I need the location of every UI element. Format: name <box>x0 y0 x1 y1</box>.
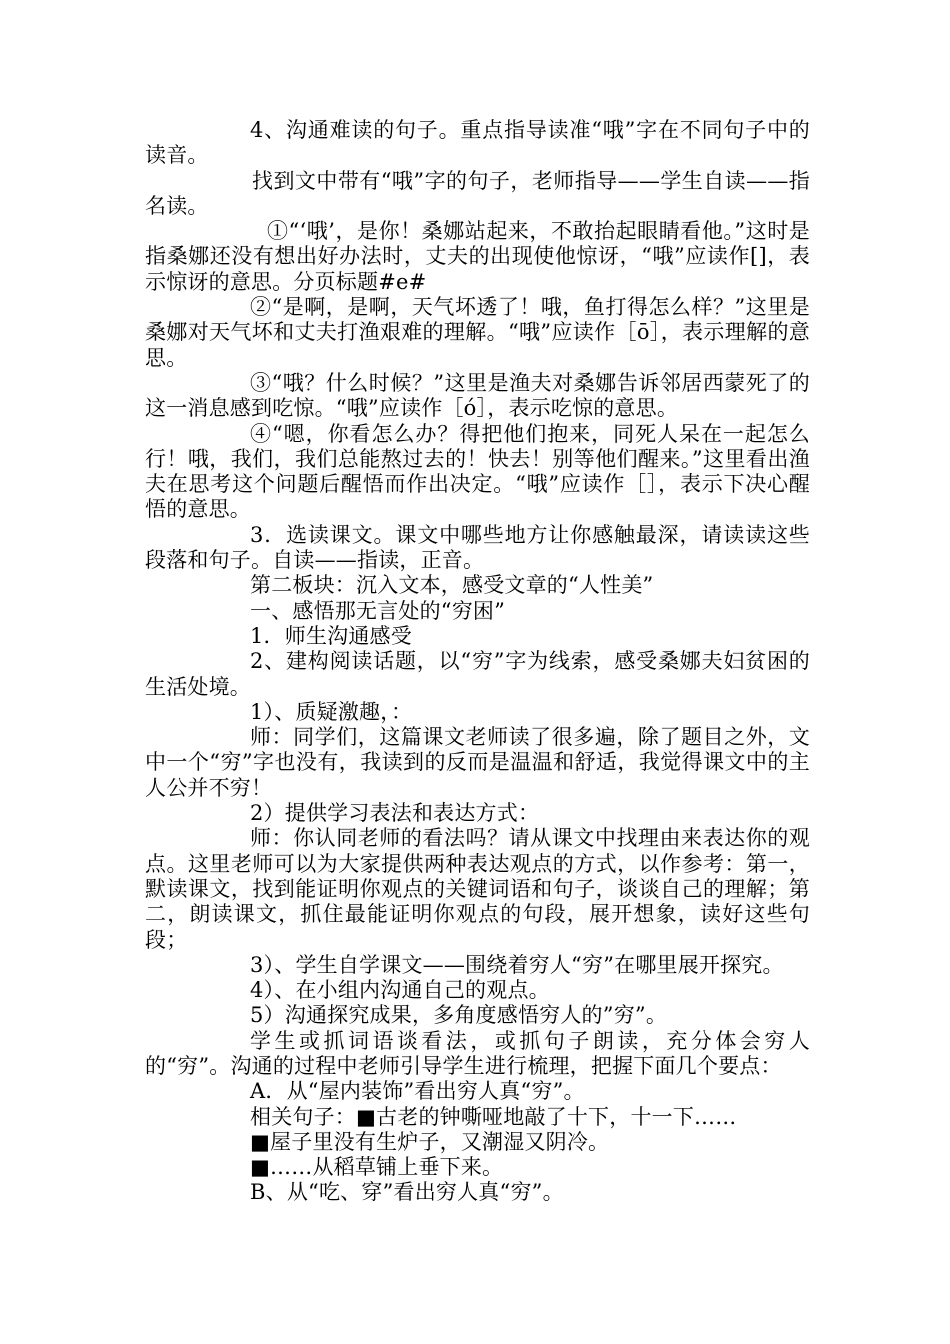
paragraph-example-2: ②“是啊，是啊，天气坏透了！哦，鱼打得怎么样？”这里是桑娜对天气坏和丈夫打渔艰难的理解。“哦”应读作［ō］，表示理解的意思。 <box>145 295 810 370</box>
related-sentence-2: ■屋子里没有生炉子，又潮湿又阴冷。 <box>250 1129 610 1154</box>
paragraph-select-reading: 3．选读课文。课文中哪些地方让你感触最深，请读读这些段落和句子。自读——指读，正音。 <box>145 522 810 573</box>
paragraph-reading-topic: 2、建构阅读话题，以“穷”字为线索，感受桑娜夫妇贫困的生活处境。 <box>145 649 810 699</box>
paragraph-example-4: ④“嗯，你看怎么办？得把他们抱来，同死人呆在一起怎么行！哦，我们，我们总能熬过去的！快去！别等他们醒来。”这里看出渔夫在思考这个问题后醒悟而作出决定。“哦”应读作［］，表示下决心醒悟的意思。 <box>145 421 810 522</box>
section-heading-second-block: 第二板块：沉入文本，感受文章的“人性美” <box>250 573 654 598</box>
paragraph-find-sentences: 找到文中带有“哦”字的句子，老师指导——学生自读——指名读。 <box>145 168 810 218</box>
paragraph-guidance: 学生或抓词语谈看法，或抓句子朗读，充分体会穷人的“穷”。沟通的过程中老师引导学生进行梳理，把握下面几个要点： <box>145 1028 810 1078</box>
paragraph-example-1: ①“‘哦’，是你！桑娜站起来，不敢抬起眼睛看他。”这时是指桑娜还没有想出好办法时，丈夫的出现使他惊讶，“哦”应读作[]，表示惊讶的意思。分页标题#e# <box>145 219 810 294</box>
related-sentence-3: ■……从稻草铺上垂下来。 <box>250 1155 504 1180</box>
document-page <box>145 118 810 1206</box>
paragraph-self-study: 3）、学生自学课文——围绕着穷人“穷”在哪里展开探究。 <box>250 952 784 977</box>
paragraph-teacher-remark-2: 师：你认同老师的看法吗？请从课文中找理由来表达你的观点。这里老师可以为大家提供两种表达观点的方式，以作参考：第一，默读课文，找到能证明你观点的关键词语和句子，谈谈自己的理解；第二，朗读课文，抓住最能证明你观点的句段，展开想象，读好这些句段； <box>145 826 810 952</box>
paragraph-teacher-remark-1: 师：同学们，这篇课文老师读了很多遍，除了题目之外，文中一个“穷”字也没有，我读到的反而是温温和舒适，我觉得课文中的主人公并不穷！ <box>145 725 810 800</box>
related-sentence-1: 相关句子：■古老的钟嘶哑地敲了十下，十一下…… <box>250 1104 737 1129</box>
paragraph-difficult-sentences: 4、沟通难读的句子。重点指导读准“哦”字在不同句子中的读音。 <box>145 118 810 168</box>
list-item-group-share: 4）、在小组内沟通自己的观点。 <box>250 978 550 1003</box>
point-a: A．从“屋内装饰”看出穷人真“穷”。 <box>250 1079 585 1104</box>
point-b: B、从“吃、穿”看出穷人真“穷”。 <box>250 1180 564 1205</box>
list-item-teacher-student: 1．师生沟通感受 <box>250 623 412 648</box>
list-item-question: 1）、质疑激趣，： <box>250 699 413 724</box>
list-item-results: 5）沟通探究成果，多角度感悟穷人的”穷”。 <box>250 1003 668 1028</box>
paragraph-example-3: ③“哦？什么时候？”这里是渔夫对桑娜告诉邻居西蒙死了的这一消息感到吃惊。“哦”应读作［ó］，表示吃惊的意思。 <box>145 370 810 421</box>
list-item-methods: 2）提供学习表法和表达方式： <box>250 801 540 826</box>
section-heading-poverty: 一、感悟那无言处的“穷困” <box>250 598 506 623</box>
